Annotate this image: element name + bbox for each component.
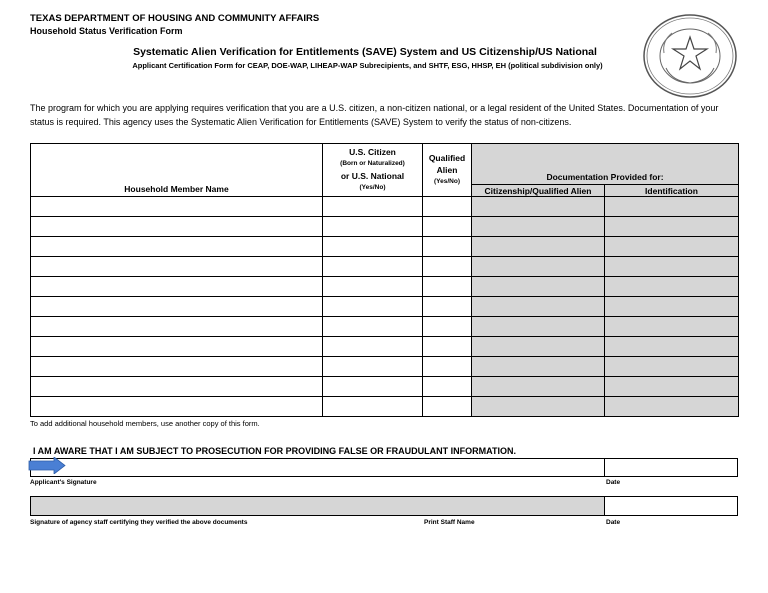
table-row (31, 277, 739, 297)
table-body (31, 197, 739, 417)
qualified-alien-cell[interactable] (423, 217, 472, 237)
identification-doc-cell[interactable] (605, 317, 739, 337)
identification-doc-cell[interactable] (605, 217, 739, 237)
qualified-alien-cell[interactable] (423, 357, 472, 377)
staff-date-label: Date (606, 519, 621, 526)
table-row (31, 217, 739, 237)
us-citizen-cell[interactable] (323, 397, 423, 417)
table-row (31, 297, 739, 317)
sign-here-arrow-icon (28, 457, 66, 474)
qualified-alien-cell[interactable] (423, 317, 472, 337)
table-row (31, 237, 739, 257)
header-identification: Identification (605, 185, 739, 197)
member-name-cell[interactable] (31, 237, 323, 257)
qualified-alien-cell[interactable] (423, 257, 472, 277)
qualified-alien-cell[interactable] (423, 377, 472, 397)
header-citizenship-qualified-alien: Citizenship/Qualified Alien (472, 185, 605, 197)
identification-doc-cell[interactable] (605, 337, 739, 357)
us-citizen-cell[interactable] (323, 297, 423, 317)
us-citizen-cell[interactable] (323, 377, 423, 397)
citizenship-doc-cell[interactable] (472, 297, 605, 317)
header-us-citizen-line1: U.S. Citizen (349, 147, 396, 157)
header-qualified-alien (423, 144, 472, 197)
identification-doc-cell[interactable] (605, 377, 739, 397)
household-members-table (30, 143, 739, 417)
member-name-cell[interactable] (31, 317, 323, 337)
header-household-member-name: Household Member Name (31, 144, 323, 197)
member-name-cell[interactable] (31, 357, 323, 377)
citizenship-doc-cell[interactable] (472, 237, 605, 257)
identification-doc-cell[interactable] (605, 257, 739, 277)
member-name-cell[interactable] (31, 257, 323, 277)
citizenship-doc-cell[interactable] (472, 357, 605, 377)
citizenship-doc-cell[interactable] (472, 337, 605, 357)
staff-signature-field[interactable] (30, 496, 605, 516)
intro-paragraph: The program for which you are applying requires verification that you are a U.S. citizen, a non-citizen national, or a legal resident of the United States. Documentation of your status is required. This agency uses the Systematic Alien Verification for Entitlements (SAVE) System to verify the status of non-citizens. (30, 103, 719, 127)
applicant-date-field[interactable] (604, 458, 738, 477)
citizenship-doc-cell[interactable] (472, 317, 605, 337)
member-name-cell[interactable] (31, 297, 323, 317)
print-staff-name-label: Print Staff Name (424, 519, 475, 526)
qualified-alien-cell[interactable] (423, 197, 472, 217)
us-citizen-cell[interactable] (323, 317, 423, 337)
header-qualified-alien-line3: (Yes/No) (433, 178, 460, 185)
us-citizen-cell[interactable] (323, 197, 423, 217)
qualified-alien-cell[interactable] (423, 297, 472, 317)
member-name-cell[interactable] (31, 217, 323, 237)
form-subtitle: Applicant Certification Form for CEAP, DOE-WAP, LIHEAP-WAP Subrecipients, and SHTF, ESG, HHSP, EH (political subdivision only) (132, 61, 603, 70)
header-qualified-alien-line1: Qualified (428, 153, 466, 163)
us-citizen-cell[interactable] (323, 277, 423, 297)
identification-doc-cell[interactable] (605, 197, 739, 217)
identification-doc-cell[interactable] (605, 297, 739, 317)
header-us-citizen (323, 144, 423, 197)
table-row (31, 377, 739, 397)
identification-doc-cell[interactable] (605, 237, 739, 257)
applicant-signature-label: Applicant's Signature (30, 479, 97, 486)
us-citizen-cell[interactable] (323, 217, 423, 237)
member-name-cell[interactable] (31, 377, 323, 397)
qualified-alien-cell[interactable] (423, 237, 472, 257)
member-name-cell[interactable] (31, 337, 323, 357)
identification-doc-cell[interactable] (605, 357, 739, 377)
staff-date-field[interactable] (604, 496, 738, 516)
qualified-alien-cell[interactable] (423, 397, 472, 417)
table-row (31, 337, 739, 357)
qualified-alien-cell[interactable] (423, 277, 472, 297)
header-qualified-alien-line2: Alien (436, 165, 458, 175)
header-us-citizen-line4: (Yes/No) (359, 184, 386, 191)
us-citizen-cell[interactable] (323, 257, 423, 277)
header-us-citizen-line2: (Born or Naturalized) (340, 160, 405, 167)
us-citizen-cell[interactable] (323, 337, 423, 357)
us-citizen-cell[interactable] (323, 237, 423, 257)
citizenship-doc-cell[interactable] (472, 277, 605, 297)
member-name-cell[interactable] (31, 397, 323, 417)
citizenship-doc-cell[interactable] (472, 257, 605, 277)
organization-name: TEXAS DEPARTMENT OF HOUSING AND COMMUNITY AFFAIRS (30, 13, 320, 24)
citizenship-doc-cell[interactable] (472, 397, 605, 417)
citizenship-doc-cell[interactable] (472, 217, 605, 237)
header-us-citizen-line3: or U.S. National (340, 171, 405, 181)
identification-doc-cell[interactable] (605, 397, 739, 417)
citizenship-doc-cell[interactable] (472, 197, 605, 217)
table-row (31, 357, 739, 377)
texas-state-seal-icon (642, 13, 738, 99)
table-row (31, 317, 739, 337)
prosecution-warning: I AM AWARE THAT I AM SUBJECT TO PROSECUTION FOR PROVIDING FALSE OR FRAUDULANT INFORMATION. (33, 446, 516, 456)
table-row (31, 257, 739, 277)
staff-signature-label: Signature of agency staff certifying they verified the above documents (30, 519, 248, 526)
table-row (31, 397, 739, 417)
additional-members-note: To add additional household members, use another copy of this form. (30, 419, 260, 428)
identification-doc-cell[interactable] (605, 277, 739, 297)
us-citizen-cell[interactable] (323, 357, 423, 377)
member-name-cell[interactable] (31, 197, 323, 217)
applicant-date-label: Date (606, 479, 621, 486)
table-row (31, 197, 739, 217)
form-name: Household Status Verification Form (30, 26, 183, 36)
qualified-alien-cell[interactable] (423, 337, 472, 357)
applicant-signature-field[interactable] (30, 458, 605, 477)
citizenship-doc-cell[interactable] (472, 377, 605, 397)
header-documentation-provided: Documentation Provided for: (472, 144, 739, 185)
form-title: Systematic Alien Verification for Entitlements (SAVE) System and US Citizenship/US National (133, 46, 597, 58)
member-name-cell[interactable] (31, 277, 323, 297)
